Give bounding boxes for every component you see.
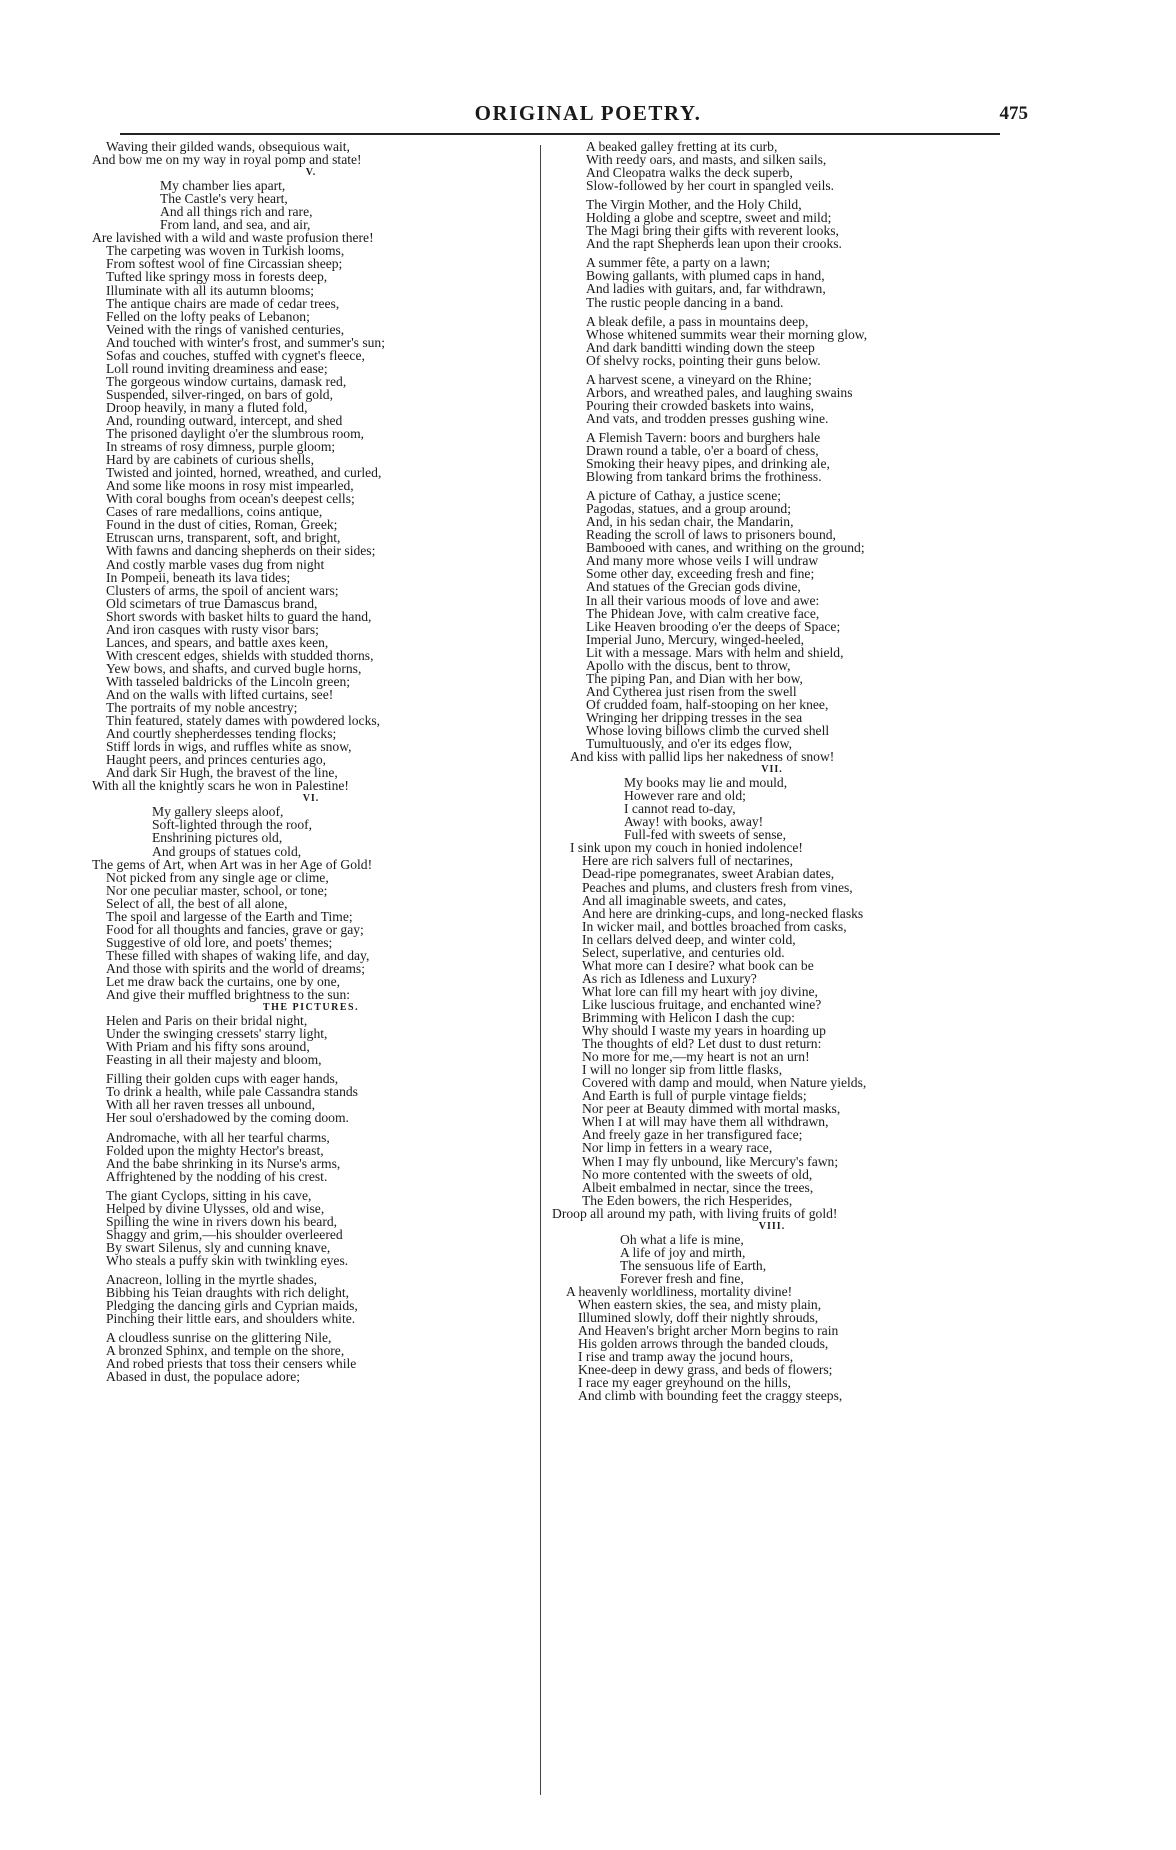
verse-line: Brimming with Helicon I dash the cup: <box>582 1010 795 1025</box>
verse-line: Who steals a puffy skin with twinkling eyes. <box>106 1252 349 1268</box>
section-number: V. <box>305 167 317 179</box>
verse-line: Andromache, with all her tearful charms, <box>106 1129 330 1145</box>
verse-line: Let me draw back the curtains, one by one, <box>106 974 341 989</box>
verse-line: Found in the dust of cities, Roman, Greek; <box>106 517 338 533</box>
verse-line: The gems of Art, when Art was in her Age of Gold! <box>92 856 373 872</box>
verse-line: Filling their golden cups with eager hands, <box>106 1071 339 1087</box>
verse-line: Hard by are cabinets of curious shells, <box>106 452 314 468</box>
left-column <box>92 140 530 1383</box>
verse-line: And dark Sir Hugh, the bravest of the line, <box>106 765 338 781</box>
verse-line: Pinching their little ears, and shoulders white. <box>106 1311 356 1327</box>
verse-line: Of shelvy rocks, pointing their guns below. <box>586 352 821 368</box>
verse-line: The spoil and largesse of the Earth and Time; <box>106 908 353 924</box>
verse-line: Pouring their crowded baskets into wains, <box>586 397 815 413</box>
verse-line: And costly marble vases dug from night <box>106 556 325 572</box>
verse-line: Feasting in all their majesty and bloom, <box>106 1052 322 1068</box>
verse-line: A bronzed Sphinx, and temple on the shore, <box>106 1343 345 1359</box>
verse-line: Bowing gallants, with plumed caps in hand, <box>586 268 825 284</box>
verse-line: Waving their gilded wands, obsequious wait, <box>106 139 350 154</box>
verse-line: Nor peer at Beauty dimmed with mortal masks, <box>582 1101 841 1117</box>
verse-line: And all imaginable sweets, and cates, <box>582 892 787 908</box>
verse-line: Of crudded foam, half-stooping on her knee, <box>586 696 829 712</box>
verse-line: Select, superlative, and centuries old. <box>582 944 785 960</box>
verse-line: And Cytherea just risen from the swell <box>586 683 797 699</box>
verse-line: With crescent edges, shields with studded thorns, <box>106 647 374 663</box>
verse-line: Holding a globe and sceptre, sweet and mild; <box>586 210 832 226</box>
verse-line: And groups of statues cold, <box>152 843 302 859</box>
verse-line: With tasseled baldricks of the Lincoln green; <box>106 673 351 689</box>
verse-line: Short swords with basket hilts to guard the hand, <box>106 608 372 624</box>
verse-line: Yew bows, and shafts, and curved bugle horns, <box>106 660 362 676</box>
verse-line: With fawns and dancing shepherds on their sides; <box>106 543 376 559</box>
right-column <box>552 140 992 1402</box>
verse-line: Etruscan urns, transparent, soft, and bright, <box>106 530 341 546</box>
verse-line: Nor limp in fetters in a weary race, <box>582 1140 773 1156</box>
verse-line: I rise and tramp away the jocund hours, <box>578 1349 794 1365</box>
verse-line: Clusters of arms, the spoil of ancient wars; <box>106 582 339 598</box>
verse-line: The Castle's very heart, <box>160 191 288 207</box>
verse-line: Veined with the rings of vanished centuries, <box>106 321 345 337</box>
verse-line: And Cleopatra walks the deck superb, <box>586 165 793 181</box>
verse-line: And those with spirits and the world of dreams; <box>106 960 365 976</box>
verse-line: Dead-ripe pomegranates, sweet Arabian dates, <box>582 866 835 882</box>
verse-line: Anacreon, lolling in the myrtle shades, <box>106 1271 318 1287</box>
verse-line: And the babe shrinking in its Nurse's arms, <box>106 1155 341 1171</box>
verse-line: With all the knightly scars he won in Palestine! <box>92 778 349 794</box>
verse-line: Shaggy and grim,—his shoulder overleered <box>106 1226 343 1242</box>
verse-line: Slow-followed by her court in spangled veils. <box>586 178 835 194</box>
verse-line: I will no longer sip from little flasks, <box>582 1062 783 1078</box>
verse-line: Why should I waste my years in hoarding up <box>582 1023 826 1039</box>
verse-line: And dark banditti winding down the steep <box>586 339 815 355</box>
column-divider <box>540 145 541 1795</box>
verse-line: And statues of the Grecian gods divine, <box>586 579 801 595</box>
section-number: VII. <box>761 764 783 776</box>
verse-line: A summer fête, a party on a lawn; <box>586 255 771 271</box>
verse-line: Here are rich salvers full of nectarines, <box>582 853 793 869</box>
page-number: 475 <box>999 103 1028 124</box>
verse-line: Like Heaven brooding o'er the deeps of Space; <box>586 618 841 634</box>
verse-line: Stiff lords in wigs, and ruffles white as snow, <box>106 739 352 755</box>
verse-line: From land, and sea, and air, <box>160 217 311 233</box>
verse-line: Reading the scroll of laws to prisoners bound, <box>586 527 836 543</box>
verse-line: Covered with damp and mould, when Nature yields, <box>582 1075 867 1091</box>
verse-line: A life of joy and mirth, <box>620 1244 746 1260</box>
section-number: VIII. <box>758 1220 786 1232</box>
verse-line: Like luscious fruitage, and enchanted wine? <box>582 996 822 1012</box>
verse-line: Forever fresh and fine, <box>620 1270 744 1286</box>
verse-line: And Heaven's bright archer Morn begins to rain <box>578 1323 839 1339</box>
verse-line: Illuminate with all its autumn blooms; <box>106 282 315 298</box>
verse-line: Abased in dust, the populace adore; <box>106 1369 301 1385</box>
verse-line: When I at will may have them all withdrawn, <box>582 1114 829 1130</box>
verse-line: Bibbing his Teian draughts with rich delight, <box>106 1285 350 1301</box>
verse-line: And some like moons in rosy mist impearled, <box>106 478 354 494</box>
verse-line: With all her raven tresses all unbound, <box>106 1097 315 1113</box>
verse-line: And iron casques with rusty visor bars; <box>106 621 319 637</box>
verse-line: A harvest scene, a vineyard on the Rhine; <box>586 371 812 387</box>
verse-line: Soft-lighted through the roof, <box>152 817 313 833</box>
verse-line: And Earth is full of purple vintage fields; <box>582 1088 807 1104</box>
verse-line: With Priam and his fifty sons around, <box>106 1039 310 1055</box>
verse-line: Enshrining pictures old, <box>152 830 283 846</box>
verse-line: Cases of rare medallions, coins antique, <box>106 504 323 520</box>
verse-line: Lances, and spears, and battle axes keen, <box>106 634 329 650</box>
verse-line: Tumultuously, and o'er its edges flow, <box>586 736 792 752</box>
running-title: ORIGINAL POETRY. <box>474 101 702 125</box>
verse-line: The gorgeous window curtains, damask red, <box>106 373 347 389</box>
verse-line: And freely gaze in her transfigured face; <box>582 1127 803 1143</box>
verse-line: Thin featured, stately dames with powdered locks, <box>106 713 381 729</box>
verse-line: Apollo with the discus, bent to throw, <box>586 657 791 673</box>
verse-line: Not picked from any single age or clime, <box>106 869 329 885</box>
verse-line: Full-fed with sweets of sense, <box>624 827 786 843</box>
verse-line: The antique chairs are made of cedar trees, <box>106 295 340 311</box>
verse-line: A bleak defile, a pass in mountains deep, <box>586 313 809 329</box>
verse-line: Illumined slowly, doff their nightly shrouds, <box>578 1310 819 1326</box>
verse-line: In cellars delved deep, and winter cold, <box>582 931 796 947</box>
verse-line: When eastern skies, the sea, and misty plain, <box>578 1297 822 1313</box>
verse-line: The sensuous life of Earth, <box>620 1257 767 1273</box>
verse-line: Knee-deep in dewy grass, and beds of flowers; <box>578 1362 833 1378</box>
verse-line: Loll round inviting dreaminess and ease; <box>106 360 328 376</box>
verse-line: The prisoned daylight o'er the slumbrous room, <box>106 426 365 442</box>
verse-line: As rich as Idleness and Luxury? <box>582 970 757 986</box>
verse-line: My gallery sleeps aloof, <box>152 804 284 820</box>
verse-line: Suggestive of old lore, and poets' themes; <box>106 934 333 950</box>
verse-line: Nor one peculiar master, school, or tone; <box>106 882 328 898</box>
verse-line: What lore can fill my heart with joy divine, <box>582 983 818 999</box>
verse-line: Tufted like springy moss in forests deep, <box>106 269 328 285</box>
verse-line: Helped by divine Ulysses, old and wise, <box>106 1200 325 1216</box>
verse-line: No more contented with the sweets of old, <box>582 1166 813 1182</box>
verse-line: The Phidean Jove, with calm creative face, <box>586 605 820 621</box>
verse-line: And on the walls with lifted curtains, see! <box>106 686 334 702</box>
verse-line: Suspended, silver-ringed, on bars of gold, <box>106 386 334 402</box>
verse-line: And courtly shepherdesses tending flocks; <box>106 726 337 742</box>
verse-line: And climb with bounding feet the craggy steeps, <box>578 1388 843 1404</box>
verse-line: And robed priests that toss their censers while <box>106 1356 357 1372</box>
verse-line: In Pompeii, beneath its lava tides; <box>106 569 291 585</box>
verse-line: Are lavished with a wild and waste profusion there! <box>92 230 374 246</box>
verse-line: Folded upon the mighty Hector's breast, <box>106 1142 324 1158</box>
verse-line: Under the swinging cressets' starry light, <box>106 1026 328 1042</box>
verse-line: These filled with shapes of waking life, and day, <box>106 947 370 963</box>
verse-line: Oh what a life is mine, <box>620 1231 744 1247</box>
verse-line: Spilling the wine in rivers down his beard, <box>106 1213 338 1229</box>
verse-line: Lit with a message. Mars with helm and shield, <box>586 644 844 660</box>
verse-line: Sofas and couches, stuffed with cygnet's fleece, <box>106 347 365 363</box>
verse-line: His golden arrows through the banded clouds, <box>578 1336 829 1352</box>
verse-line: And touched with winter's frost, and summer's sun; <box>106 334 386 350</box>
verse-line: And here are drinking-cups, and long-necked flasks <box>582 905 864 921</box>
verse-line: Drawn round a table, o'er a board of chess, <box>586 442 819 458</box>
verse-line: Select of all, the best of all alone, <box>106 895 288 911</box>
verse-line: However rare and old; <box>624 788 746 804</box>
verse-line: Droop all around my path, with living fruits of gold! <box>552 1205 838 1221</box>
verse-line: Whose loving billows climb the curved shell <box>586 722 830 738</box>
verse-line: Peaches and plums, and clusters fresh from vines, <box>582 879 853 895</box>
verse-line: No more for me,—my heart is not an urn! <box>582 1049 810 1065</box>
verse-line: My books may lie and mould, <box>624 775 788 791</box>
verse-line: Bambooed with canes, and writhing on the ground; <box>586 540 865 556</box>
verse-line: To drink a health, while pale Cassandra stands <box>106 1084 358 1100</box>
verse-line: The Virgin Mother, and the Holy Child, <box>586 197 802 213</box>
verse-line: And the rapt Shepherds lean upon their crooks. <box>586 236 842 252</box>
verse-line: A cloudless sunrise on the glittering Nile, <box>106 1330 332 1346</box>
verse-line: The Eden bowers, the rich Hesperides, <box>582 1192 793 1208</box>
verse-line: Droop heavily, in many a fluted fold, <box>106 399 308 415</box>
verse-line: And bow me on my way in royal pomp and state! <box>92 152 362 168</box>
verse-line: A Flemish Tavern: boors and burghers hale <box>586 429 821 445</box>
verse-line: And vats, and trodden presses gushing wine. <box>586 410 829 426</box>
verse-line: Pledging the dancing girls and Cyprian maids, <box>106 1298 358 1314</box>
verse-line: A beaked galley fretting at its curb, <box>586 139 778 154</box>
verse-line: What more can I desire? what book can be <box>582 957 814 973</box>
verse-line: The giant Cyclops, sitting in his cave, <box>106 1187 312 1203</box>
verse-line: And many more whose veils I will undraw <box>586 553 819 569</box>
verse-line: Pagodas, statues, and a group around; <box>586 501 791 517</box>
verse-line: Wringing her dripping tresses in the sea <box>586 709 803 725</box>
verse-line: A heavenly worldliness, mortality divine! <box>566 1283 793 1299</box>
verse-line: In streams of rosy dimness, purple gloom; <box>106 439 336 455</box>
verse-line: With reedy oars, and masts, and silken sails, <box>586 152 827 168</box>
section-number: VI. <box>302 793 320 805</box>
verse-line: And, rounding outward, intercept, and shed <box>106 412 343 428</box>
verse-line: In all their various moods of love and awe: <box>586 592 820 608</box>
verse-line: Imperial Juno, Mercury, winged-heeled, <box>586 631 805 647</box>
verse-line: Felled on the lofty peaks of Lebanon; <box>106 308 310 324</box>
verse-line: I cannot read to-day, <box>624 801 736 817</box>
verse-line: Arbors, and wreathed pales, and laughing swains <box>586 384 853 400</box>
verse-line: Smoking their heavy pipes, and drinking ale, <box>586 456 830 472</box>
verse-line: The portraits of my noble ancestry; <box>106 700 298 716</box>
verse-line: Helen and Paris on their bridal night, <box>106 1013 308 1029</box>
verse-line: The carpeting was woven in Turkish looms, <box>106 243 345 259</box>
verse-line: With coral boughs from ocean's deepest cells; <box>106 491 355 507</box>
verse-line: And all things rich and rare, <box>160 204 313 220</box>
verse-line: Her soul o'ershadowed by the coming doom. <box>106 1110 349 1126</box>
verse-line: I race my eager greyhound on the hills, <box>578 1375 791 1391</box>
verse-line: Blowing from tankard brims the frothiness. <box>586 469 822 485</box>
verse-line: In wicker mail, and bottles broached from casks, <box>582 918 847 934</box>
verse-line: I sink upon my couch in honied indolence! <box>570 840 803 856</box>
verse-line: From softest wool of fine Circassian sheep; <box>106 256 343 272</box>
verse-line: The rustic people dancing in a band. <box>586 294 784 310</box>
section-subheading: THE PICTURES. <box>262 1002 360 1014</box>
running-header <box>0 97 1176 131</box>
verse-line: A picture of Cathay, a justice scene; <box>586 488 782 504</box>
verse-line: The piping Pan, and Dian with her bow, <box>586 670 803 686</box>
verse-line: And give their muffled brightness to the sun: <box>106 987 351 1003</box>
verse-line: Food for all thoughts and fancies, grave or gay; <box>106 921 364 937</box>
verse-line: Old scimetars of true Damascus brand, <box>106 595 318 611</box>
verse-line: By swart Silenus, sly and cunning knave, <box>106 1239 331 1255</box>
verse-line: Haught peers, and princes centuries ago, <box>106 752 327 768</box>
verse-line: When I may fly unbound, like Mercury's fawn; <box>582 1153 839 1169</box>
verse-line: The thoughts of eld? Let dust to dust return: <box>582 1036 822 1052</box>
verse-line: And kiss with pallid lips her nakedness of snow! <box>570 749 835 765</box>
verse-line: My chamber lies apart, <box>160 178 286 194</box>
verse-line: Albeit embalmed in nectar, since the trees, <box>582 1179 814 1195</box>
verse-line: And, in his sedan chair, the Mandarin, <box>586 514 794 530</box>
verse-line: Affrightened by the nodding of his crest. <box>106 1168 328 1184</box>
verse-line: Away! with books, away! <box>624 814 764 830</box>
verse-line: Whose whitened summits wear their morning glow, <box>586 326 868 342</box>
verse-line: Some other day, exceeding fresh and fine; <box>586 566 815 582</box>
verse-line: Twisted and jointed, horned, wreathed, and curled, <box>106 465 382 481</box>
verse-line: And ladies with guitars, and, far withdrawn, <box>586 281 826 297</box>
verse-line: The Magi bring their gifts with reverent looks, <box>586 223 839 239</box>
header-rule <box>120 133 1000 135</box>
